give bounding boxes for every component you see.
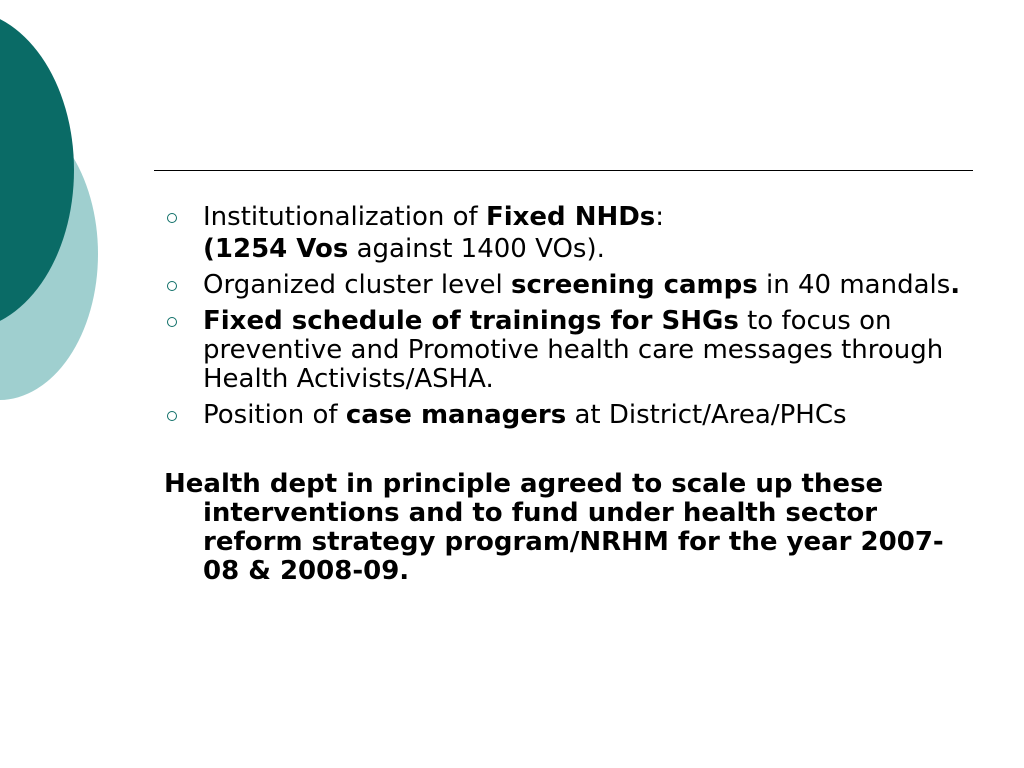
bullet-item	[164, 271, 964, 300]
bullet-text: :	[655, 202, 665, 232]
bullet-bold-text: Fixed schedule of trainings for SHGs	[203, 306, 739, 336]
bullet-item	[164, 203, 964, 232]
bullet-bold-text: screening camps	[511, 270, 758, 300]
bullet-text: Institutionalization of	[203, 202, 486, 232]
bullet-text: in 40 mandals	[757, 270, 951, 300]
bullet-text: Organized cluster level	[203, 270, 512, 300]
hollow-circle-bullet-icon	[167, 213, 177, 223]
bullet-bold-text: .	[950, 270, 961, 300]
hollow-circle-bullet-icon	[167, 411, 177, 421]
bullet-continuation	[164, 235, 964, 264]
summary-paragraph: Health dept in principle agreed to scale up these interventions and to fund under health sector reform strategy program/NRHM for the year 2007-08 & 2008-09.	[164, 469, 944, 586]
title-divider	[154, 170, 973, 171]
hollow-circle-bullet-icon	[167, 281, 177, 291]
slide-content	[164, 203, 964, 586]
bullet-bold-text: case managers	[345, 400, 567, 430]
bullet-text: Position of	[203, 400, 346, 430]
bullet-bold-text: (1254 Vos	[203, 234, 349, 264]
bullet-bold-text: Fixed NHDs	[485, 202, 656, 232]
bullet-text: against 1400 VOs).	[348, 234, 605, 264]
bullet-item	[164, 401, 964, 430]
bullet-text: at District/Area/PHCs	[566, 400, 847, 430]
bullet-text: to focus on preventive and Promotive health care messages through Health Activists/ASHA.	[203, 306, 944, 394]
hollow-circle-bullet-icon	[167, 317, 177, 327]
bullet-item	[164, 307, 964, 394]
